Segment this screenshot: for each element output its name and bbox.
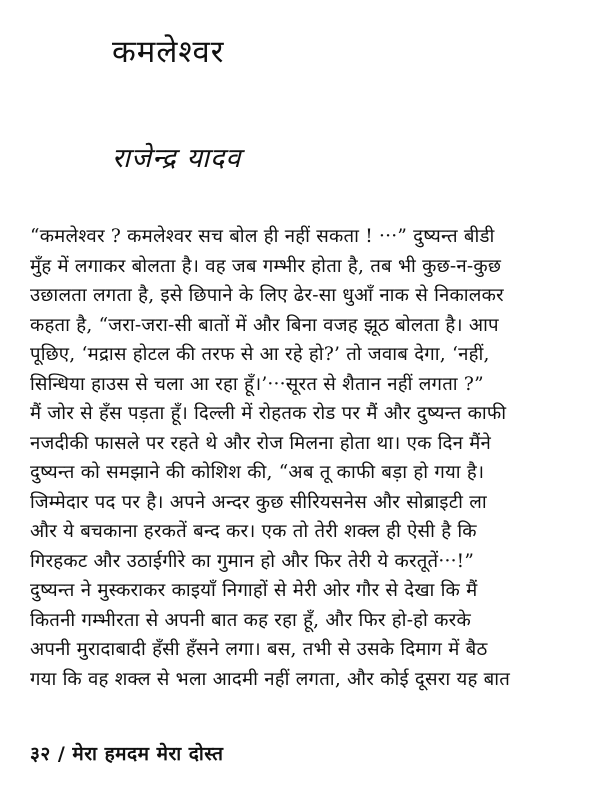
text-line: “कमलेश्वर ? कमलेश्वर सच बोल ही नहीं सकता ! ···” दुष्यन्त बीडी	[30, 226, 495, 247]
text-line: नजदीकी फासले पर रहते थे और रोज मिलना होता था। एक दिन मैंने	[30, 432, 492, 454]
text-line: मैं जोर से हँस पड़ता हूँ। दिल्ली में रोहतक रोड पर मैं और दुष्यन्त काफी	[30, 403, 507, 424]
text-line: उछालता लगता है, इसे छिपाने के लिए ढेर-सा धुआँ नाक से निकालकर	[30, 285, 504, 306]
text-line: दुष्यन्त को समझाने की कोशिश की, “अब तू काफी बड़ा हो गया है।	[30, 462, 485, 483]
body-text	[30, 222, 586, 694]
text-line: मुँह में लगाकर बोलता है। वह जब गम्भीर होता है, तब भी कुछ-न-कुछ	[30, 255, 502, 277]
page-footer: ३२ / मेरा हमदम मेरा दोस्त	[30, 743, 224, 765]
chapter-author: राजेन्द्र यादव	[112, 143, 242, 174]
text-line: सिन्धिया हाउस से चला आ रहा हूँ।’···सूरत से शैतान नहीं लगता ?”	[30, 373, 484, 395]
text-line: दुष्यन्त ने मुस्कराकर काइयाँ निगाहों से मेरी ओर गौर से देखा कि मैं	[30, 580, 478, 601]
text-line: कहता है, “जरा-जरा-सी बातों में और बिना वजह झूठ बोलता है। आप	[30, 314, 499, 336]
chapter-title: कमलेश्वर	[112, 34, 225, 70]
text-line: जिम्मेदार पद पर है। अपने अन्दर कुछ सीरियसनेस और सोब्राइटी ला	[30, 491, 487, 513]
text-line: कितनी गम्भीरता से अपनी बात कह रहा हूँ, और फिर हो-हो करके	[30, 609, 471, 631]
text-line: गया कि वह शक्ल से भला आदमी नहीं लगता, और कोई दूसरा यह बात	[30, 668, 511, 690]
text-line: और ये बचकाना हरकतें बन्द कर। एक तो तेरी शक्ल ही ऐसी है कि	[30, 521, 477, 542]
text-line: गिरहकट और उठाईगीरे का गुमान हो और फिर तेरी ये करतूतें···!”	[30, 550, 475, 572]
text-line: अपनी मुरादाबादी हँसी हँसने लगा। बस, तभी से उसके दिमाग में बैठ	[30, 639, 488, 660]
text-line: पूछिए, ‘मद्रास होटल की तरफ से आ रहे हो?’ तो जवाब देगा, ‘नहीं,	[30, 344, 490, 365]
